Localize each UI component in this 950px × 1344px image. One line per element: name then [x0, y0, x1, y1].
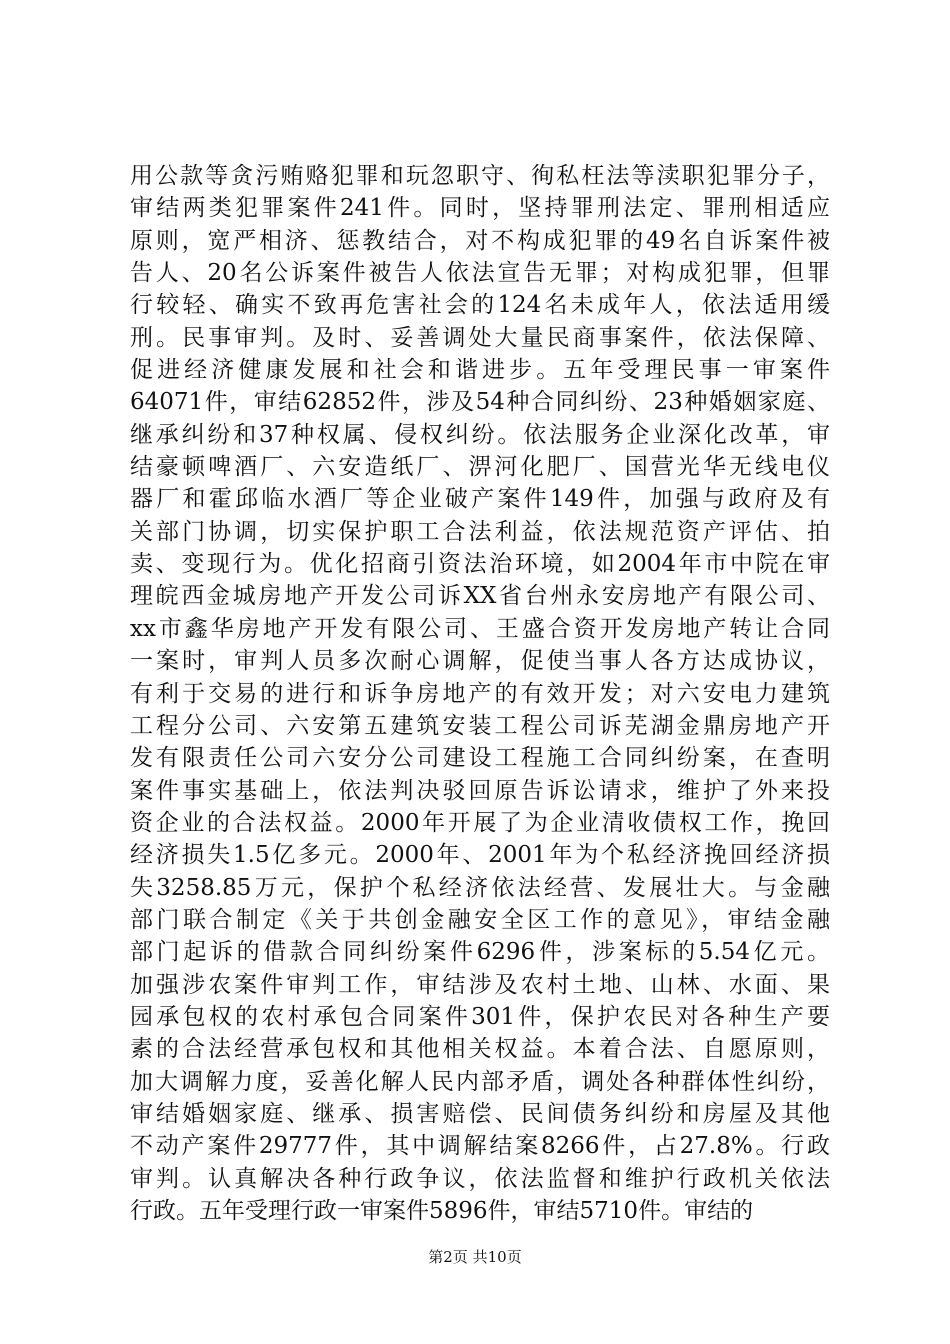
text-line: 刑。民事审判。及时、妥善调处大量民商事案件，依法保障、: [130, 324, 830, 351]
text-line: 理皖西金城房地产开发公司诉XX省台州永安房地产有限公司、: [130, 583, 830, 610]
text-line: xx市鑫华房地产开发有限公司、王盛合资开发房地产转让合同: [130, 615, 830, 642]
text-line: 审结婚姻家庭、继承、损害赔偿、民间债务纠纷和房屋及其他: [130, 1100, 830, 1127]
text-line: 工程分公司、六安第五建筑安装工程公司诉芜湖金鼎房地产开: [130, 712, 830, 739]
text-line: 器厂和霍邱临水酒厂等企业破产案件149件，加强与政府及有: [130, 486, 830, 513]
text-line: 卖、变现行为。优化招商引资法治环境，如2004年市中院在审: [130, 551, 830, 578]
text-line: 不动产案件29777件，其中调解结案8266件，占27.8%。行政: [130, 1133, 830, 1160]
text-line: 告人、20名公诉案件被告人依法宣告无罪；对构成犯罪，但罪: [130, 260, 830, 287]
text-line: 失3258.85万元，保护个私经济依法经营、发展壮大。与金融: [130, 874, 830, 901]
text-line: 促进经济健康发展和社会和谐进步。五年受理民事一审案件: [130, 357, 830, 384]
body-text: [130, 160, 830, 1227]
text-line: 审结两类犯罪案件241件。同时，坚持罪刑法定、罪刑相适应: [130, 195, 830, 222]
text-line: 资企业的合法权益。2000年开展了为企业清收债权工作，挽回: [130, 809, 830, 836]
text-line: 加强涉农案件审判工作，审结涉及农村土地、山林、水面、果: [130, 971, 830, 998]
text-line: 园承包权的农村承包合同案件301件，保护农民对各种生产要: [130, 1003, 830, 1030]
page-number-footer: 第2页 共10页: [428, 1248, 522, 1266]
text-line: 加大调解力度，妥善化解人民内部矛盾，调处各种群体性纠纷，: [130, 1068, 830, 1095]
text-line: 64071件，审结62852件，涉及54种合同纠纷、23种婚姻家庭、: [130, 389, 830, 416]
text-line: 结豪顿啤酒厂、六安造纸厂、淠河化肥厂、国营光华无线电仪: [130, 454, 830, 481]
text-line: 审判。认真解决各种行政争议，依法监督和维护行政机关依法: [130, 1165, 830, 1192]
text-line: 行政。五年受理行政一审案件5896件，审结5710件。审结的: [130, 1198, 754, 1224]
text-line: 行较轻、确实不致再危害社会的124名未成年人，依法适用缓: [130, 292, 830, 319]
text-line: 继承纠纷和37种权属、侵权纠纷。依法服务企业深化改革，审: [130, 421, 830, 448]
text-line: 部门起诉的借款合同纠纷案件6296件，涉案标的5.54亿元。: [130, 939, 830, 966]
text-line: 素的合法经营承包权和其他相关权益。本着合法、自愿原则，: [130, 1036, 830, 1063]
text-line: 用公款等贪污贿赂犯罪和玩忽职守、徇私枉法等渎职犯罪分子，: [130, 163, 830, 189]
text-line: 发有限责任公司六安分公司建设工程施工合同纠纷案，在查明: [130, 745, 830, 772]
text-line: 一案时，审判人员多次耐心调解，促使当事人各方达成协议，: [130, 648, 830, 675]
text-line: 案件事实基础上，依法判决驳回原告诉讼请求，维护了外来投: [130, 777, 830, 804]
text-line: 关部门协调，切实保护职工合法利益，依法规范资产评估、拍: [130, 518, 830, 545]
text-line: 经济损失1.5亿多元。2000年、2001年为个私经济挽回经济损: [130, 842, 830, 869]
text-line: 部门联合制定《关于共创金融安全区工作的意见》，审结金融: [130, 906, 830, 933]
text-line: 原则，宽严相济、惩教结合，对不构成犯罪的49名自诉案件被: [130, 227, 830, 254]
text-line: 有利于交易的进行和诉争房地产的有效开发；对六安电力建筑: [130, 680, 830, 707]
